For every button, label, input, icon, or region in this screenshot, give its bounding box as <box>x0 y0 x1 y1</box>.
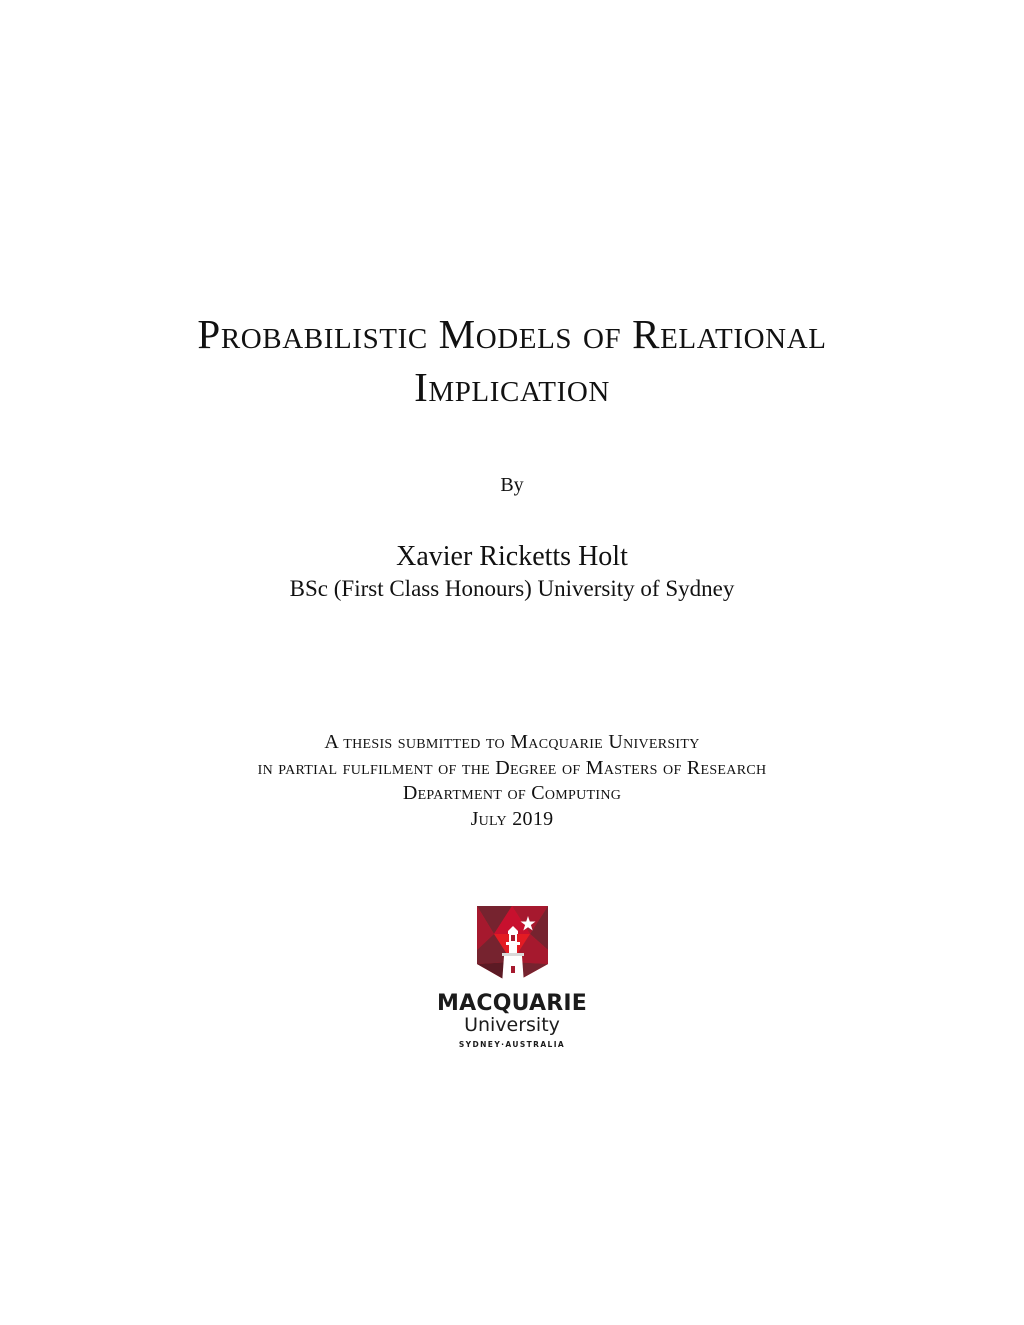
author-name: Xavier Ricketts Holt <box>396 541 628 572</box>
shield-icon <box>430 904 594 986</box>
thesis-title <box>112 308 912 414</box>
logo-location: SYDNEY·AUSTRALIA <box>458 1040 566 1049</box>
submission-line-1: A thesis submitted to Macquarie University <box>324 731 700 753</box>
logo-wordmark-main: MACQUARIE <box>437 991 587 1016</box>
author-degree: BSc (First Class Honours) University of Sydney <box>289 576 735 601</box>
logo-wordmark-sub: University <box>464 1014 560 1036</box>
by-label: By <box>500 474 524 496</box>
thesis-title-line-2: Implication <box>414 364 610 410</box>
submission-line-4: July 2019 <box>470 807 554 830</box>
submission-statement <box>0 730 1024 832</box>
thesis-title-line-1: Probabilistic Models of Relational <box>197 311 827 357</box>
submission-line-2: in partial fulfilment of the Degree of Masters of Research <box>257 756 767 779</box>
submission-line-3: Department of Computing <box>402 782 622 804</box>
university-logo <box>430 904 594 1054</box>
